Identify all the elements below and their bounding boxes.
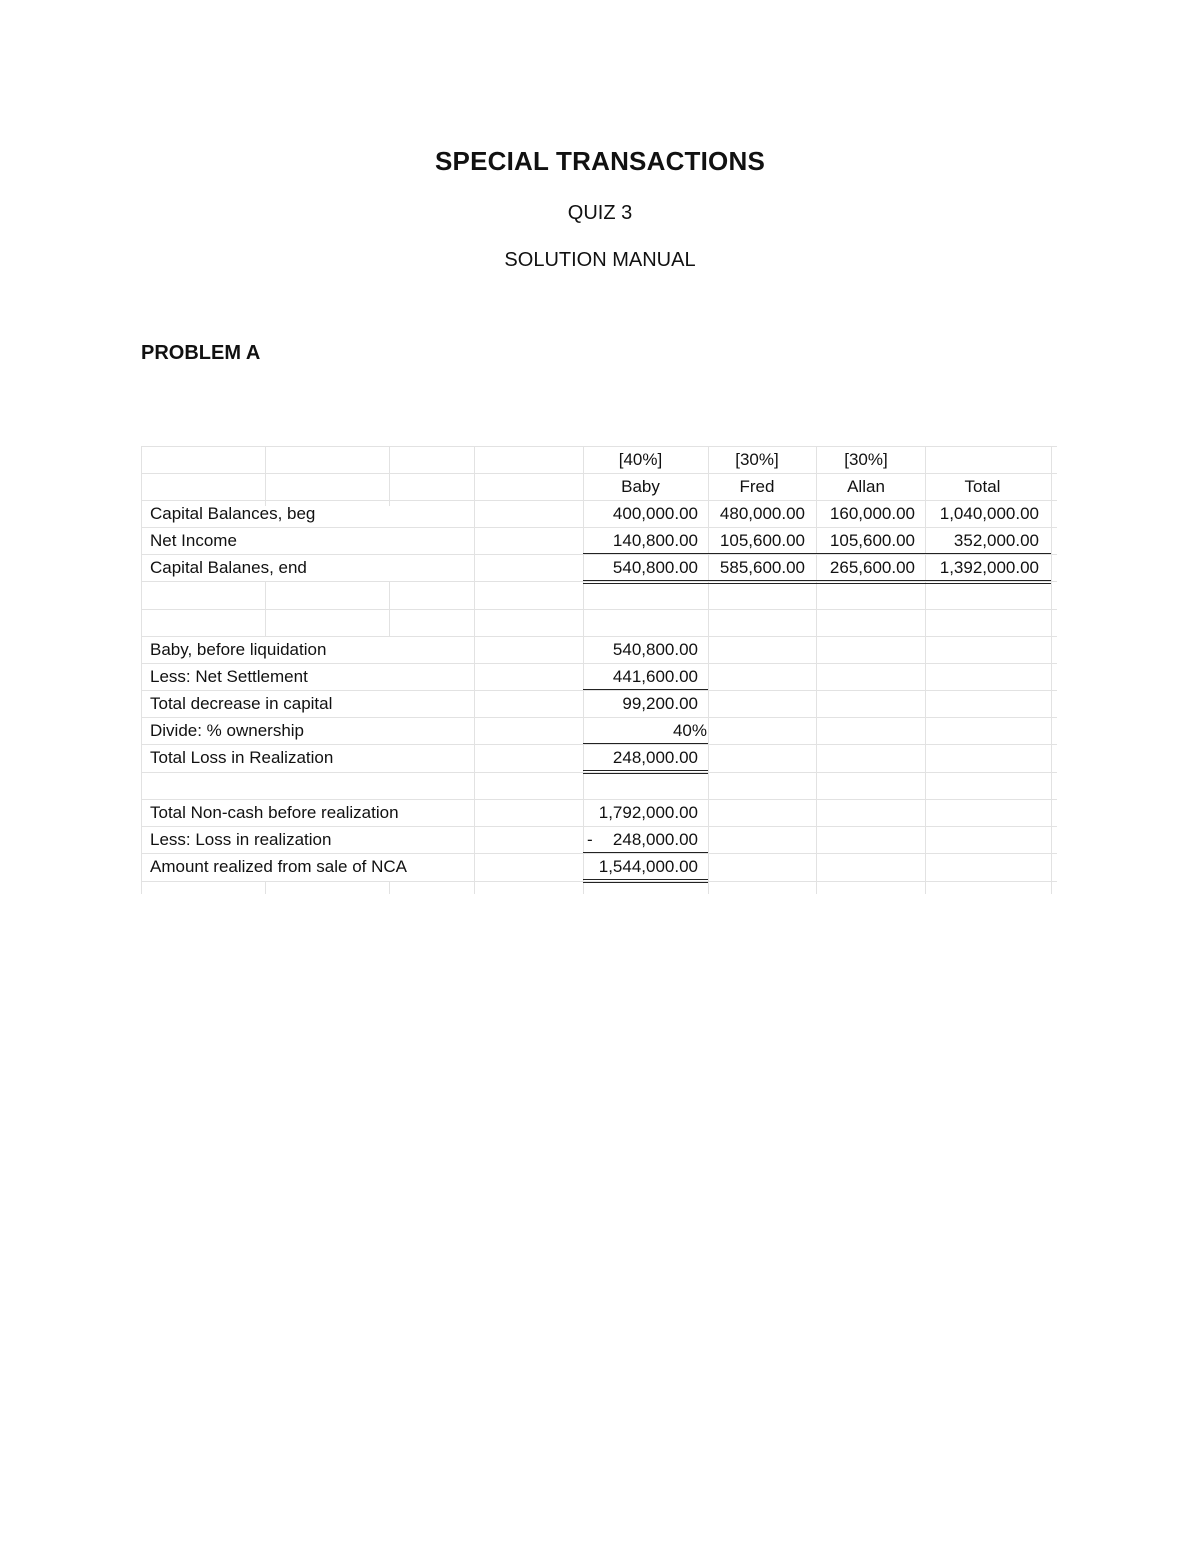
row-label: Less: Loss in realization bbox=[150, 830, 332, 849]
baby-column-header: Baby bbox=[621, 477, 660, 496]
table-row bbox=[141, 663, 1057, 690]
document-title: SPECIAL TRANSACTIONS bbox=[435, 146, 765, 176]
cell-value: 265,600.00 bbox=[829, 558, 915, 577]
problem-heading: PROBLEM A bbox=[141, 342, 261, 364]
row-label: Total Non-cash before realization bbox=[150, 803, 399, 822]
cell-value: 352,000.00 bbox=[953, 531, 1039, 550]
row-label: Net Income bbox=[150, 531, 237, 550]
double-underline bbox=[583, 770, 708, 774]
minus-sign: - bbox=[587, 830, 593, 849]
cell-value: 441,600.00 bbox=[612, 667, 698, 686]
table-row bbox=[141, 799, 1057, 826]
solution-manual-label: SOLUTION MANUAL bbox=[504, 249, 696, 271]
cell-value: 105,600.00 bbox=[719, 531, 805, 550]
fred-column-header: Fred bbox=[739, 477, 775, 496]
fred-percent: [30%] bbox=[735, 450, 779, 469]
cell-value: 540,800.00 bbox=[612, 558, 698, 577]
cell-value: 1,040,000.00 bbox=[939, 504, 1039, 523]
table-row bbox=[141, 500, 1057, 527]
cell-value: 400,000.00 bbox=[612, 504, 698, 523]
table-row bbox=[141, 853, 1057, 880]
table-row bbox=[141, 527, 1057, 554]
cell-value: 248,000.00 bbox=[612, 830, 698, 849]
table-row bbox=[141, 744, 1057, 771]
row-label: Less: Net Settlement bbox=[150, 667, 308, 686]
row-label: Total Loss in Realization bbox=[150, 748, 334, 767]
percent-header-row bbox=[141, 446, 1057, 473]
baby-percent: [40%] bbox=[618, 450, 663, 469]
table-row bbox=[141, 826, 1057, 853]
cell-value: 40% bbox=[672, 721, 707, 740]
table-row bbox=[141, 690, 1057, 717]
cell-value: 1,544,000.00 bbox=[598, 857, 698, 876]
quiz-label: QUIZ 3 bbox=[567, 202, 633, 224]
cell-value: 140,800.00 bbox=[612, 531, 698, 550]
cell-value: 160,000.00 bbox=[829, 504, 915, 523]
column-header-row bbox=[141, 473, 1057, 500]
total-column-header: Total bbox=[964, 477, 1001, 496]
row-label: Divide: % ownership bbox=[150, 721, 305, 740]
cell-value: 248,000.00 bbox=[612, 748, 698, 767]
cell-value: 480,000.00 bbox=[719, 504, 805, 523]
spreadsheet-table bbox=[141, 446, 1057, 894]
row-label: Capital Balanes, end bbox=[150, 558, 307, 577]
cell-value: 105,600.00 bbox=[829, 531, 915, 550]
allan-column-header: Allan bbox=[847, 477, 885, 496]
cell-value: 1,792,000.00 bbox=[598, 803, 698, 822]
double-underline bbox=[583, 580, 1051, 584]
single-underline bbox=[583, 553, 1051, 554]
cell-value: 540,800.00 bbox=[612, 640, 698, 659]
row-label: Baby, before liquidation bbox=[150, 640, 327, 659]
row-label: Amount realized from sale of NCA bbox=[150, 857, 407, 876]
allan-percent: [30%] bbox=[844, 450, 888, 469]
table-row bbox=[141, 636, 1057, 663]
cell-value: 585,600.00 bbox=[719, 558, 805, 577]
cell-value: 99,200.00 bbox=[622, 694, 698, 713]
table-row bbox=[141, 717, 1057, 744]
double-underline bbox=[583, 879, 708, 883]
row-label: Capital Balances, beg bbox=[150, 504, 316, 523]
row-label: Total decrease in capital bbox=[150, 694, 333, 713]
table-row bbox=[141, 554, 1057, 581]
cell-value: 1,392,000.00 bbox=[939, 558, 1039, 577]
